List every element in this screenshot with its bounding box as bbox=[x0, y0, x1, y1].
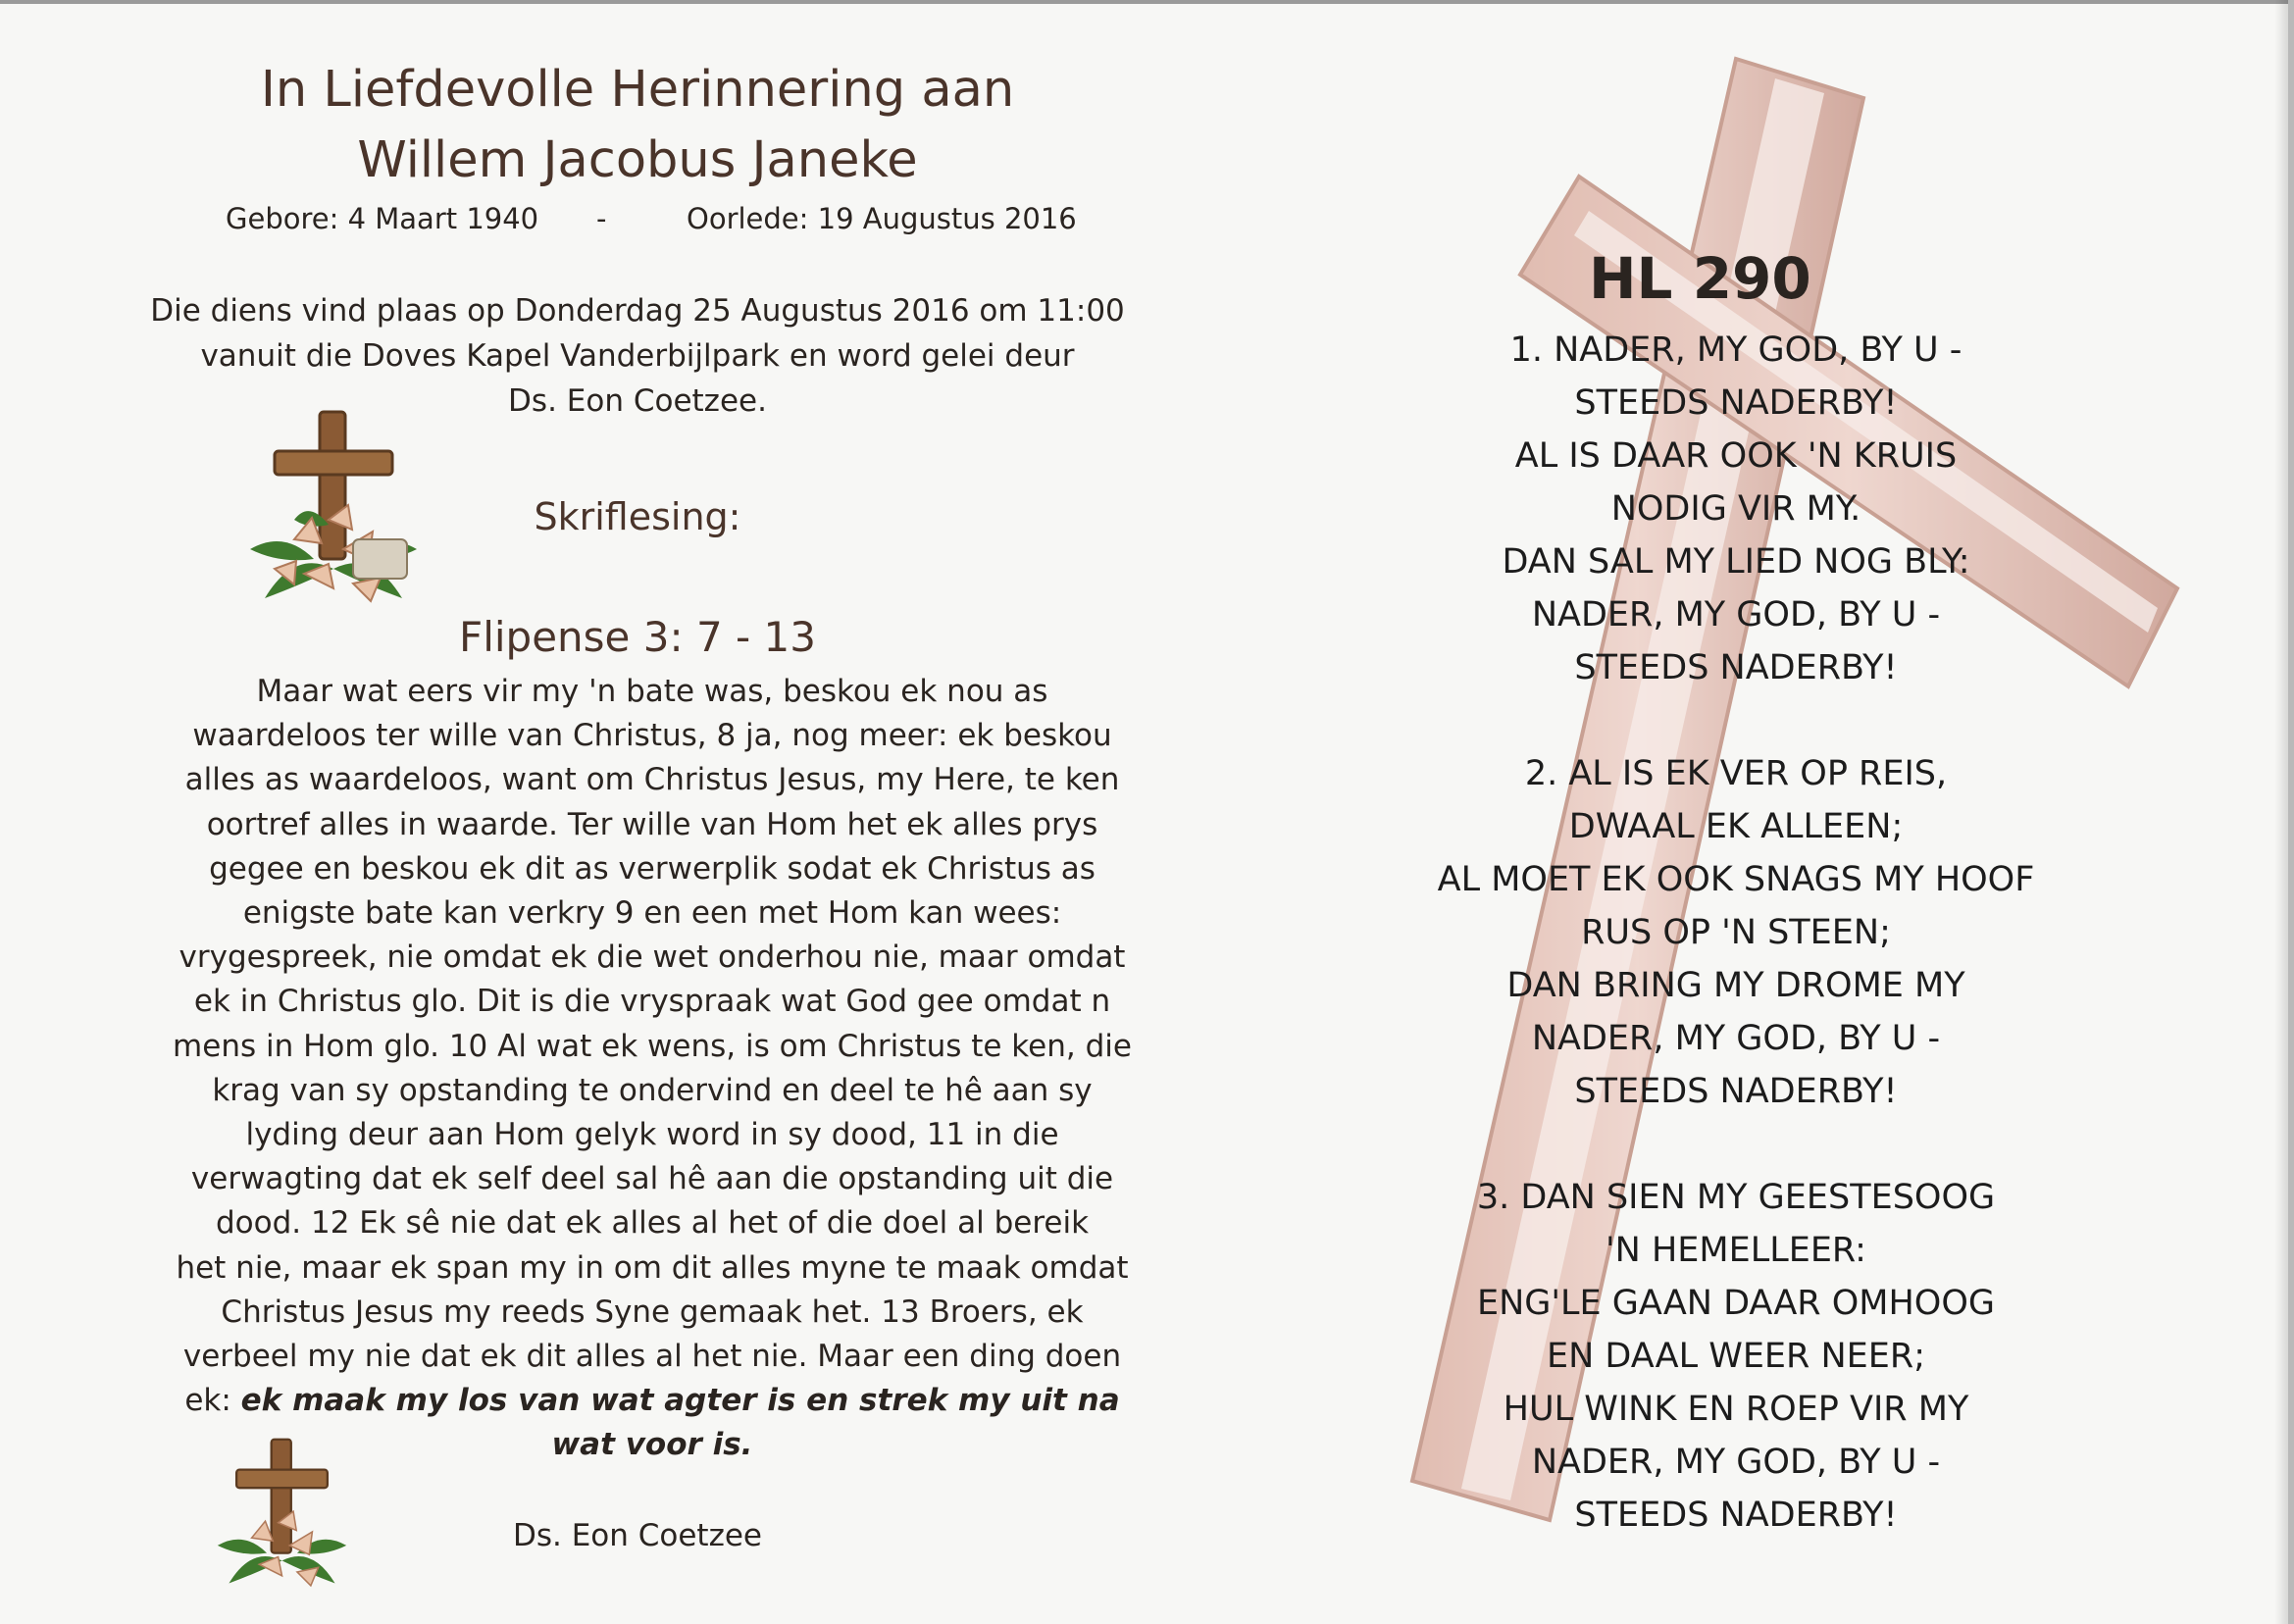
death-date: Oorlede: 19 Augustus 2016 bbox=[687, 202, 1077, 235]
service-line: Ds. Eon Coetzee. bbox=[508, 383, 767, 419]
reading-line: ek in Christus glo. Dit is die vryspraak wat God gee omdat n bbox=[193, 984, 1111, 1020]
lily-cross-icon bbox=[201, 1432, 363, 1599]
verse-1 bbox=[1353, 324, 2118, 694]
lyric-line: DAN BRING MY DROME MY bbox=[1506, 966, 1965, 1005]
verse-3 bbox=[1353, 1171, 2118, 1542]
lyric-line: NADER, MY GOD, BY U - bbox=[1531, 1443, 1941, 1482]
lyric-line: AL MOET EK OOK SNAGS MY HOOF bbox=[1437, 860, 2035, 899]
lyric-line: RUS OP 'N STEEN; bbox=[1581, 913, 1891, 952]
hymn-title: HL 290 bbox=[1589, 245, 1811, 312]
lyric-line: HUL WINK EN ROEP VIR MY bbox=[1503, 1390, 1969, 1429]
reading-line: mens in Hom glo. 10 Al wat ek wens, is om Christus te ken, die bbox=[173, 1028, 1132, 1064]
lyric-line: STEEDS NADERBY! bbox=[1574, 1072, 1898, 1111]
reading-emphasis-final: wat voor is. bbox=[551, 1427, 753, 1463]
reading-line: vrygespreek, nie omdat ek die wet onderhou nie, maar omdat bbox=[178, 939, 1126, 976]
lyric-line: NADER, MY GOD, BY U - bbox=[1531, 1019, 1941, 1058]
reading-line: krag van sy opstanding te ondervind en deel te hê aan sy bbox=[212, 1072, 1093, 1108]
verse-2 bbox=[1353, 747, 2118, 1118]
lyric-line: ENG'LE GAAN DAAR OMHOOG bbox=[1477, 1284, 1995, 1323]
reading-line: enigste bate kan verkry 9 en een met Hom kan wees: bbox=[242, 895, 1062, 932]
lyric-line: AL IS DAAR OOK 'N KRUIS bbox=[1514, 436, 1958, 476]
title-line-1: In Liefdevolle Herinnering aan bbox=[260, 61, 1015, 119]
lyric-line: EN DAAL WEER NEER; bbox=[1546, 1337, 1926, 1376]
lyric-line: 'N HEMELLEER: bbox=[1606, 1231, 1866, 1270]
lyric-line: 3. DAN SIEN MY GEESTESOOG bbox=[1476, 1178, 1996, 1217]
lyric-line: NODIG VIR MY. bbox=[1610, 489, 1861, 529]
lily-cross-icon bbox=[235, 402, 432, 618]
service-line: vanuit die Doves Kapel Vanderbijlpark en word gelei deur bbox=[200, 338, 1075, 374]
lyric-line: NADER, MY GOD, BY U - bbox=[1531, 595, 1941, 634]
page-edge bbox=[0, 0, 2294, 4]
reading-line: lyding deur aan Hom gelyk word in sy dood, 11 in die bbox=[245, 1117, 1059, 1153]
memorial-panel bbox=[147, 59, 1128, 424]
reading-line: dood. 12 Ek sê nie dat ek alles al het of die doel al bereik bbox=[215, 1205, 1090, 1242]
lyric-line: DWAAL EK ALLEEN; bbox=[1568, 807, 1904, 846]
scripture-reading bbox=[162, 670, 1143, 1468]
lyric-line: STEEDS NADERBY! bbox=[1574, 1496, 1898, 1535]
reading-line: Maar wat eers vir my 'n bate was, beskou ek nou as bbox=[256, 674, 1048, 709]
lyric-line: DAN SAL MY LIED NOG BLY: bbox=[1502, 542, 1970, 582]
lyric-line: STEEDS NADERBY! bbox=[1574, 648, 1898, 687]
reading-line: alles as waardeloos, want om Christus Jesus, my Here, te ken bbox=[184, 762, 1120, 798]
date-separator: - bbox=[596, 202, 607, 235]
lyric-line: 2. AL IS EK VER OP REIS, bbox=[1524, 754, 1948, 793]
passage-reference: Flipense 3: 7 - 13 bbox=[459, 613, 816, 661]
reading-line: Christus Jesus my reeds Syne gemaak het. 13 Broers, ek bbox=[221, 1294, 1084, 1330]
birth-date: Gebore: 4 Maart 1940 bbox=[226, 202, 539, 235]
reading-line: gegee en beskou ek dit as verwerplik sodat ek Christus as bbox=[209, 850, 1096, 887]
reading-line: verwagting dat ek self deel sal hê aan die opstanding uit die bbox=[190, 1161, 1114, 1197]
lyric-line: 1. NADER, MY GOD, BY U - bbox=[1509, 330, 1963, 370]
service-line: Die diens vind plaas op Donderdag 25 Augustus 2016 om 11:00 bbox=[150, 293, 1125, 329]
page-edge-right bbox=[2288, 0, 2294, 1624]
reading-line: waardeloos ter wille van Christus, 8 ja, nog meer: ek beskou bbox=[192, 718, 1112, 754]
page-fold-shadow bbox=[2274, 0, 2288, 1624]
life-dates bbox=[147, 192, 1128, 241]
reading-emphasis: ek maak my los van wat agter is en strek my uit na bbox=[240, 1383, 1120, 1419]
reading-line: verbeel my nie dat ek dit alles al het nie. Maar een ding doen bbox=[182, 1339, 1122, 1375]
reading-line bbox=[162, 1379, 1143, 1423]
deceased-name: Willem Jacobus Janeke bbox=[357, 131, 918, 189]
lyric-line: STEEDS NADERBY! bbox=[1574, 383, 1898, 423]
hymn-lyrics bbox=[1353, 324, 2118, 1595]
reading-line: het nie, maar ek span my in om dit alles myne te maak omdat bbox=[176, 1249, 1129, 1286]
reading-heading: Skriflesing: bbox=[534, 495, 741, 538]
minister-signoff: Ds. Eon Coetzee bbox=[512, 1518, 763, 1553]
reading-line: oortref alles in waarde. Ter wille van Hom het ek alles prys bbox=[206, 806, 1098, 842]
reading-text: ek: bbox=[184, 1383, 241, 1419]
